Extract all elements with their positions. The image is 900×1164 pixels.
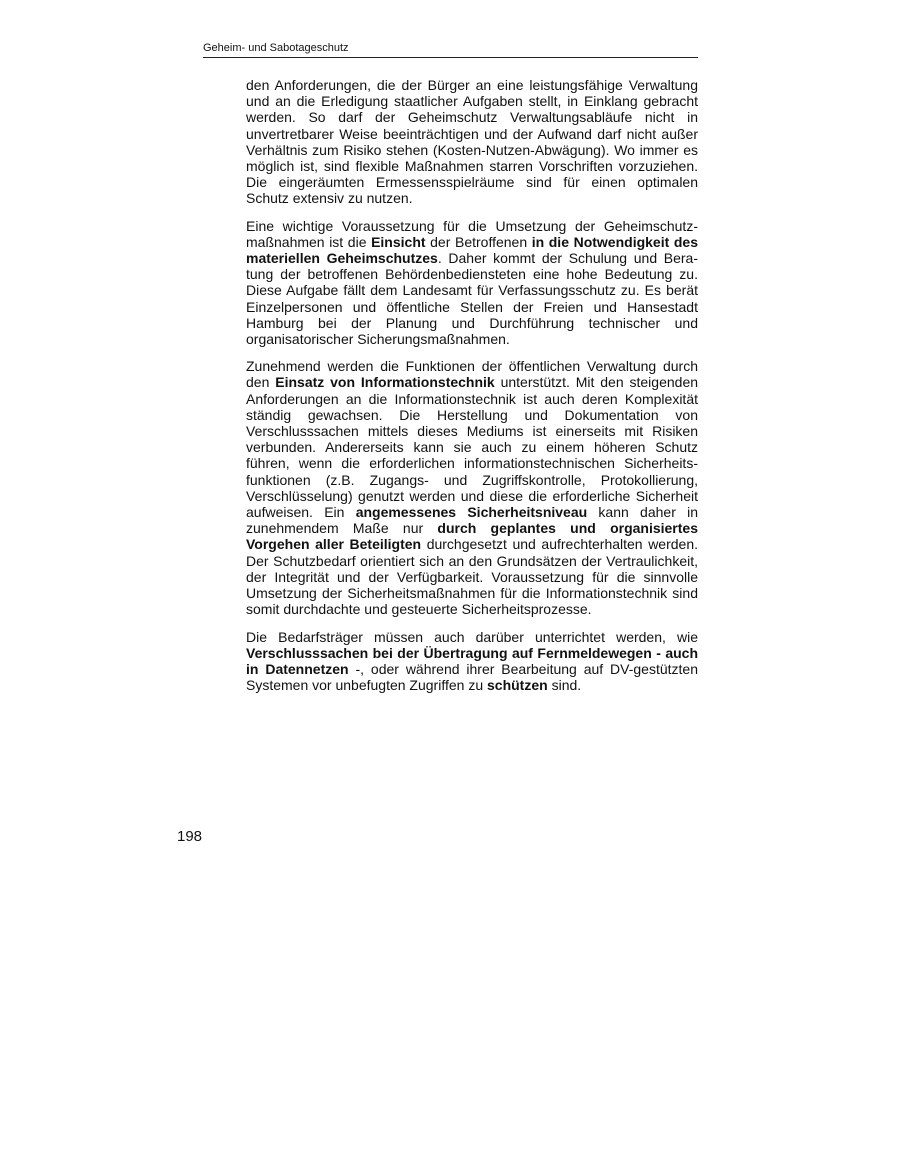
paragraph (246, 358, 698, 617)
bold-text-run: Einsatz von Informationstechnik (275, 374, 495, 391)
text-run: -, oder während ihrer Bearbeitung auf DV-gestützten Systemen vor unbefugten Zugriffen zu (246, 660, 698, 694)
text-run: durchgesetzt und aufrechterhalten werden. Der Schutzbedarf orientiert sich an den Grundsätzen der Vertraulichkeit, der Integrität und der Verfügbarkeit. Voraussetzung für die sinnvolle Umsetzung der Sicherheitsmaßnahmen für die Informationstechnik sind somit durchdachte und gesteuerte Sicherheitsprozesse. (246, 536, 698, 618)
bold-text-run: Einsicht (371, 233, 426, 250)
page-number: 198 (177, 828, 203, 845)
bold-text-run: in die Notwendigkeit des materiellen Geheimschutzes (246, 233, 698, 267)
text-run: kann daher in zunehmendem Maße nur (246, 504, 699, 537)
text-run: Eine wichtige Voraussetzung für die Umsetzung der Geheimschutzmaßnahmen ist die (246, 217, 698, 250)
text-run: der Betroffenen (425, 233, 532, 250)
paragraph (246, 218, 698, 348)
body-text (246, 77, 698, 704)
bold-text-run: Verschlusssachen bei der Übertragung auf Fernmeldewegen - auch in Datennetzen (246, 644, 698, 677)
paragraph (246, 77, 698, 207)
text-run: sind. (547, 677, 582, 694)
running-header: Geheim- und Sabotageschutz (203, 41, 698, 58)
paragraph (246, 629, 698, 694)
text-run: Zunehmend werden die Funktionen der öffentlichen Verwaltung durch den (246, 358, 698, 391)
bold-text-run: angemessenes Sicherheitsniveau (355, 504, 588, 521)
bold-text-run: schützen (487, 677, 548, 694)
text-run: den Anforderungen, die der Bürger an eine leistungsfähige Verwaltung und an die Erledigung staatlicher Aufgaben stellt, in Einklang gebracht werden. So darf der Geheimschutz Verwaltungsabläufe nicht in unvertretbarer Weise beeinträchtigen und der Aufwand darf nicht außer Verhältnis zum Risiko stehen (Kosten-Nutzen-Abwägung). Wo immer es möglich ist, sind flexible Maßnahmen starren Vorschriften vorzuziehen. Die eingeräumten Ermessensspielräume sind für einen optimalen Schutz extensiv zu nutzen. (246, 77, 698, 207)
text-run: Die Bedarfsträger müssen auch darüber unterrichtet werden, wie (246, 628, 698, 645)
bold-text-run: durch geplantes und organisiertes Vorgehen aller Beteiligten (246, 520, 698, 553)
text-run: unterstützt. Mit den steigenden Anforderungen an die Informationstechnik ist auch deren Komplexität ständig gewachsen. Die Herstellung und Dokumentation von Verschlusssachen mittels dieses Mediums ist einerseits mit Risiken verbunden. Andererseits kann sie auch zu einem höheren Schutz führen, wenn die erforderlichen informationstechnischen Sicherheitsfunktionen (z.B. Zugangs- und Zugriffskontrolle, Protokollierung, Verschlüsselung) genutzt werden und diese die erforderliche Sicherheit aufweisen. Ein (246, 374, 699, 521)
text-run: . Daher kommt der Schulung und Beratung der betroffenen Behördenbediensteten eine hohe Bedeutung zu. Diese Aufgabe fällt dem Landesamt für Verfassungsschutz zu. Es berät Einzelpersonen und öffentliche Stellen der Freien und Hansestadt Hamburg bei der Planung und Durchführung technischer und organisatorischer Sicherungsmaßnahmen. (246, 250, 698, 348)
